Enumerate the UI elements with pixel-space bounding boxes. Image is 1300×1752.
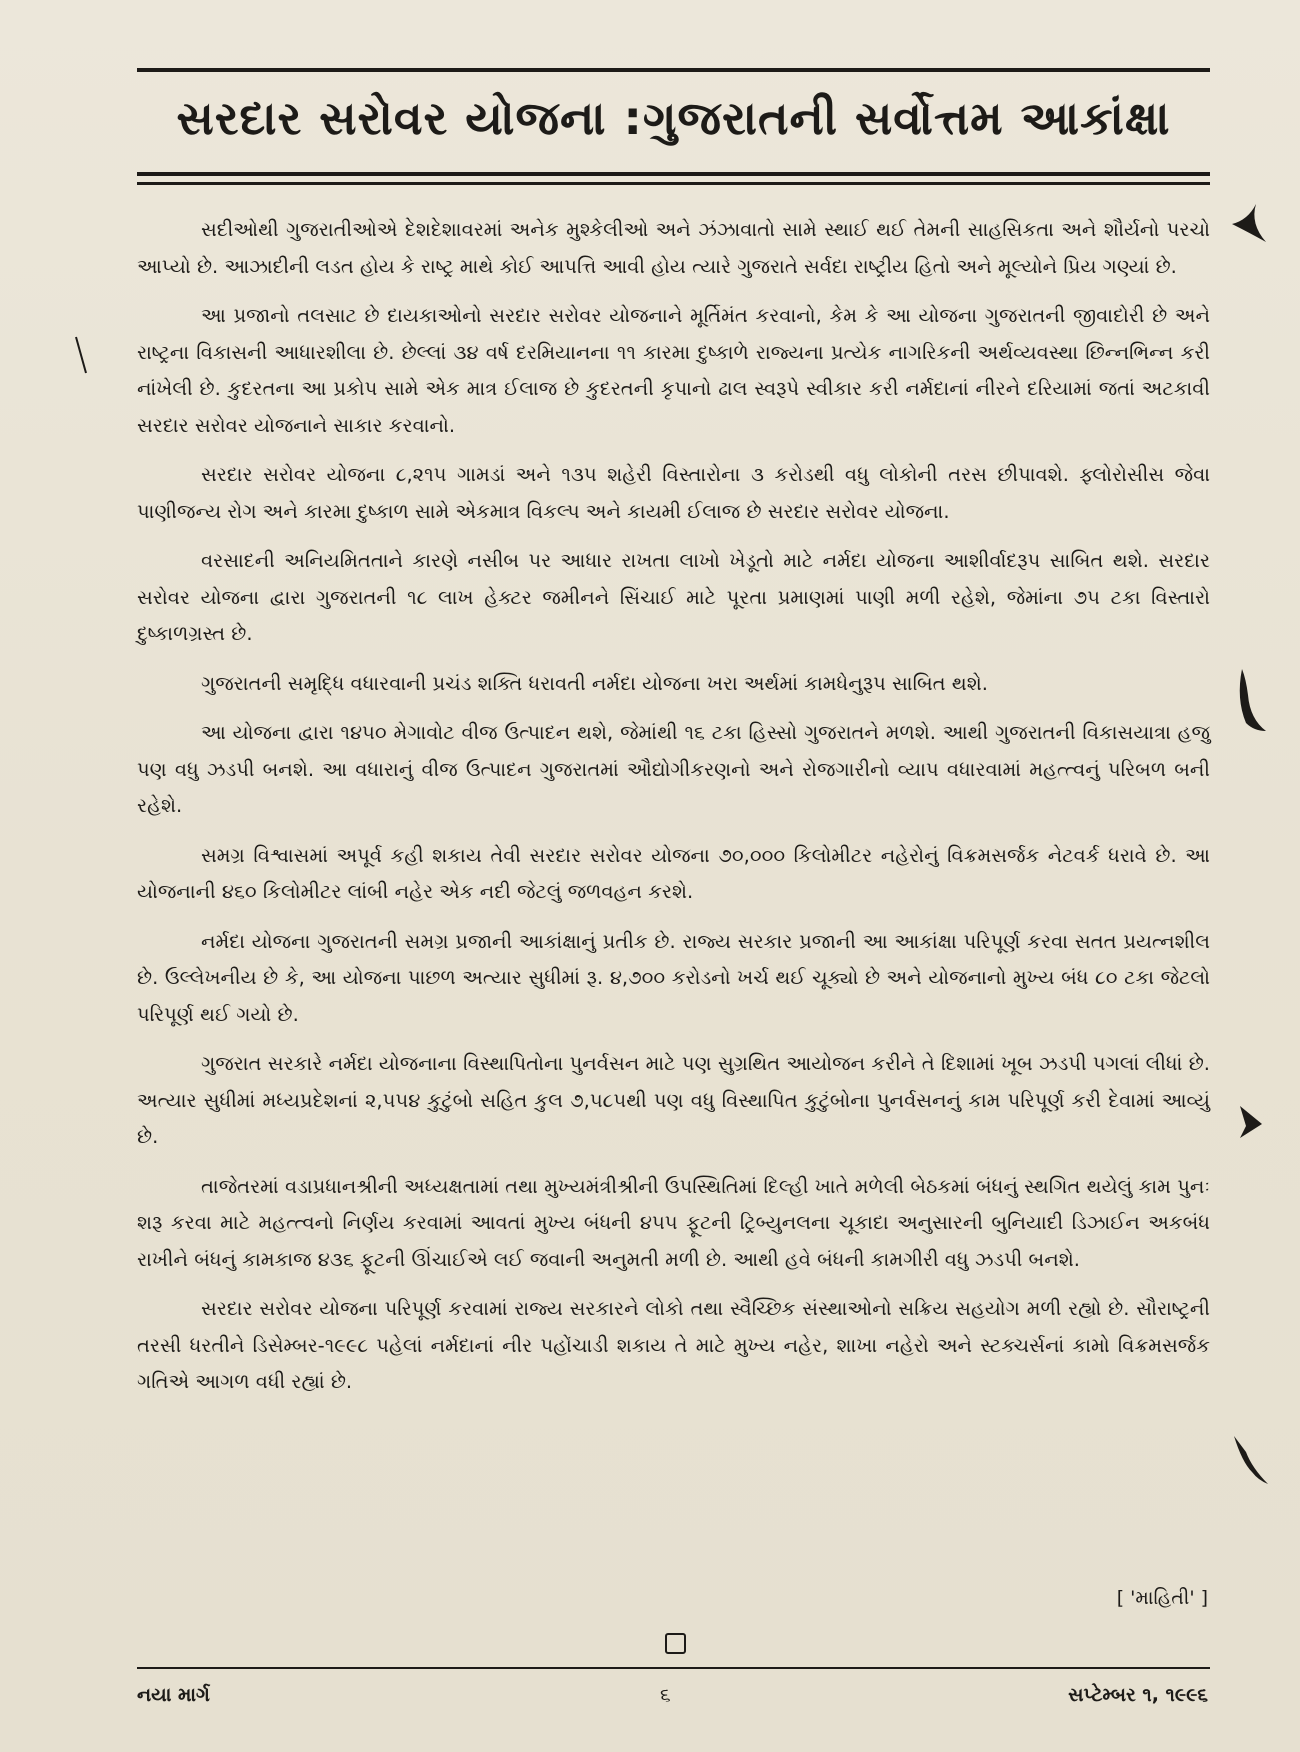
binding-mark-icon <box>1236 1102 1266 1142</box>
end-of-article-box-icon <box>665 1633 686 1654</box>
title-bottom-rule-thin <box>137 182 1210 185</box>
binding-mark-icon <box>1234 665 1268 735</box>
article-paragraph: તાજેતરમાં વડાપ્રધાનશ્રીની અધ્યક્ષતામાં તથા મુખ્યમંત્રીશ્રીની ઉપસ્થિતિમાં દિલ્હી ખાતે મળેલી બેઠકમાં બંધનું સ્થગિત થયેલું કામ પુનઃ શરૂ કરવા માટે મહત્ત્વનો નિર્ણય કરવામાં આવતાં મુખ્ય બંધની ૪૫૫ ફૂટની ટ્રિબ્યુનલના ચૂકાદા અનુસારની બુનિયાદી ડિઝાઈન અકબંધ રાખીને બંધનું કામકાજ ૪૩૬ ફૂટની ઊંચાઈએ લઈ જવાની અનુમતી મળી છે. આથી હવે બંધની કામગીરી વધુ ઝડપી બનશે. <box>137 1174 1210 1271</box>
title-bottom-rule-thick <box>137 172 1210 176</box>
article-paragraph: આ યોજના દ્વારા ૧૪૫૦ મેગાવોટ વીજ ઉત્પાદન થશે, જેમાંથી ૧૬ ટકા હિસ્સો ગુજરાતને મળશે. આથી ગુજરાતની વિકાસયાત્રા હજુ પણ વધુ ઝડપી બનશે. આ વધારાનું વીજ ઉત્પાદન ગુજરાતમાં ઔદ્યોગીકરણનો અને રોજગારીનો વ્યાપ વધારવામાં મહત્ત્વનું પરિબળ બની રહેશે. <box>137 721 1210 817</box>
article-paragraph: સદીઓથી ગુજરાતીઓએ દેશદેશાવરમાં અનેક મુશ્કેલીઓ અને ઝંઝાવાતો સામે સ્થાઈ થઈ તેમની સાહસિકતા અને શૌર્યનો પરચો આપ્યો છે. આઝાદીની લડત હોય કે રાષ્ટ્ર માથે કોઈ આપત્તિ આવી હોય ત્યારે ગુજરાતે સર્વદા રાષ્ટ્રીય હિતો અને મૂલ્યોને પ્રિય ગણ્યાં છે. <box>137 218 1210 278</box>
page-scratch-icon <box>74 335 88 375</box>
article-paragraph: સરદાર સરોવર યોજના પરિપૂર્ણ કરવામાં રાજ્ય સરકારને લોકો તથા સ્વૈચ્છિક સંસ્થાઓનો સક્રિય સહયોગ મળી રહ્યો છે. સૌરાષ્ટ્રની તરસી ધરતીને ડિસેમ્બર-૧૯૯૮ પહેલાં નર્મદાનાં નીર પહોંચાડી શકાય તે માટે મુખ્ય નહેર, શાખા નહેરો અને સ્ટક્ચર્સનાં કામો વિક્રમસર્જક ગતિએ આગળ વધી રહ્યાં છે. <box>137 1297 1210 1393</box>
binding-mark-icon <box>1230 1432 1270 1488</box>
article-paragraph: નર્મદા યોજના ગુજરાતની સમગ્ર પ્રજાની આકાંક્ષાનું પ્રતીક છે. રાજ્ય સરકાર પ્રજાની આ આકાંક્ષા પરિપૂર્ણ કરવા સતત પ્રયત્નશીલ છે. ઉલ્લેખનીય છે કે, આ યોજના પાછળ અત્યાર સુધીમાં રૂ. ૪,૭૦૦ કરોડનો ખર્ચ થઈ ચૂક્યો છે અને યોજનાનો મુખ્ય બંધ ૮૦ ટકા જેટલો પરિપૂર્ણ થઈ ગયો છે. <box>137 929 1210 1026</box>
article-paragraph: ગુજરાત સરકારે નર્મદા યોજનાના વિસ્થાપિતોના પુનર્વસન માટે પણ સુગ્રથિત આયોજન કરીને તે દિશામાં ખૂબ ઝડપી પગલાં લીધાં છે. અત્યાર સુધીમાં મધ્યપ્રદેશનાં ૨,૫૫૪ કુટુંબો સહિત કુલ ૭,૫૮૫થી પણ વધુ વિસ્થાપિત કુટુંબોના પુનર્વસનનું કામ પરિપૂર્ણ કરી દેવામાં આવ્યું છે. <box>137 1052 1210 1148</box>
article-paragraph: વરસાદની અનિયમિતતાને કારણે નસીબ પર આધાર રાખતા લાખો ખેડૂતો માટે નર્મદા યોજના આશીર્વાદરૂપ સાબિત થશે. સરદાર સરોવર યોજના દ્વારા ગુજરાતની ૧૮ લાખ હેક્ટર જમીનને સિંચાઈ માટે પૂરતા પ્રમાણમાં પાણી મળી રહેશે, જેમાંના ૭૫ ટકા વિસ્તારો દુષ્કાળગ્રસ્ત છે. <box>137 549 1210 645</box>
article-paragraph: સરદાર સરોવર યોજના ૮,૨૧૫ ગામડાં અને ૧૩૫ શહેરી વિસ્તારોના ૩ કરોડથી વધુ લોકોની તરસ છીપાવશે. ફ્લોરોસીસ જેવા પાણીજન્ય રોગ અને કારમા દુષ્કાળ સામે એકમાત્ર વિકલ્પ અને કાયમી ઈલાજ છે સરદાર સરોવર યોજના. <box>137 463 1210 523</box>
footer-rule <box>137 1667 1210 1669</box>
article-paragraph: ગુજરાતની સમૃદ્ધિ વધારવાની પ્રચંડ શક્તિ ધરાવતી નર્મદા યોજના ખરા અર્થમાં કામધેનુરૂપ સાબિત થશે. <box>201 671 988 695</box>
source-credit: [ 'માહિતી' ] <box>1116 1587 1208 1609</box>
title-top-rule <box>137 68 1210 72</box>
article-body <box>137 212 1210 1414</box>
article-paragraph: સમગ્ર વિશ્વાસમાં અપૂર્વ કહી શકાય તેવી સરદાર સરોવર યોજના ૭૦,૦૦૦ કિલોમીટર નહેરોનું વિક્રમસર્જક નેટવર્ક ધરાવે છે. આ યોજનાની ૪૬૦ કિલોમીટર લાંબી નહેર એક નદી જેટલું જળવહન કરશે. <box>137 843 1210 903</box>
footer-page-number: ૬ <box>660 1684 671 1706</box>
binding-mark-icon <box>1228 198 1268 250</box>
footer-publication-name: નયા માર્ગ <box>137 1684 210 1706</box>
article-title: સરદાર સરોવર યોજના :ગુજરાતની સર્વોત્તમ આકાંક્ષા <box>176 91 1171 145</box>
footer-date: સપ્ટેમ્બર ૧, ૧૯૯૬ <box>1068 1684 1208 1706</box>
article-paragraph: આ પ્રજાનો તલસાટ છે દાયકાઓનો સરદાર સરોવર યોજનાને મૂર્તિમંત કરવાનો, કેમ કે આ યોજના ગુજરાતની જીવાદોરી છે અને રાષ્ટ્રના વિકાસની આધારશીલા છે. છેલ્લાં ૩૪ વર્ષ દરમિયાનના ૧૧ કારમા દુષ્કાળે રાજ્યના પ્રત્યેક નાગરિકની અર્થવ્યવસ્થા છિન્નભિન્ન કરી નાંખેલી છે. કુદરતના આ પ્રકોપ સામે એક માત્ર ઈલાજ છે કુદરતની કૃપાનો ઢાલ સ્વરૂપે સ્વીકાર કરી નર્મદાનાં નીરને દરિયામાં જતાં અટકાવી સરદાર સરોવર યોજનાને સાકાર કરવાનો. <box>137 304 1210 437</box>
